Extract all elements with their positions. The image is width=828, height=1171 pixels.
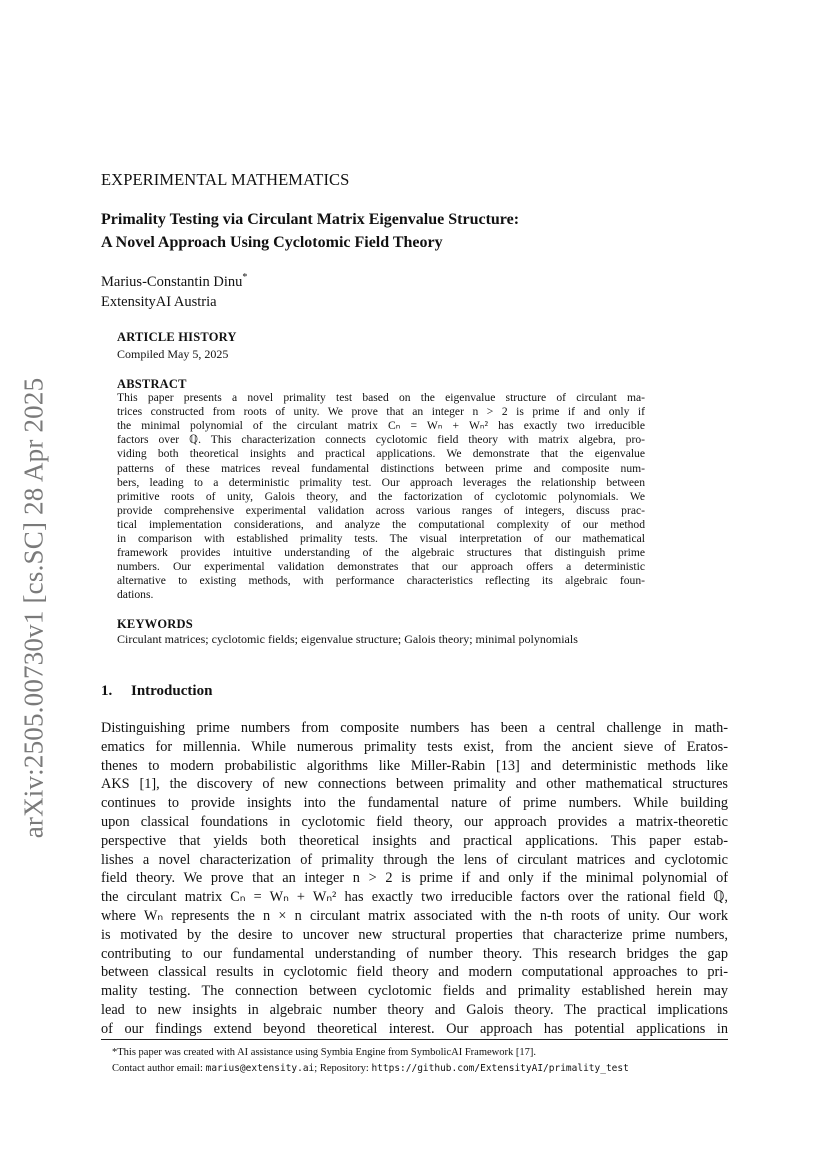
body-line: Distinguishing prime numbers from composite numbers has been a central challenge in math- [101, 720, 728, 736]
abstract-line: framework provides intuitive understanding of the algebraic structures that distinguish prime [117, 546, 645, 560]
abstract-line: alternative to existing methods, with performance characteristics reflecting its algebraic foun- [117, 574, 645, 588]
body-line: continues to provide insights into the fundamental nature of prime numbers. While building [101, 795, 728, 812]
section-title: Introduction [131, 683, 213, 699]
body-line: where Wₙ represents the n × n circulant matrix associated with the n-th roots of unity. Our work [101, 907, 728, 924]
abstract-heading: ABSTRACT [117, 377, 187, 391]
title-line-1: Primality Testing via Circulant Matrix Eigenvalue Structure: [101, 211, 520, 228]
abstract-line: tical implementation considerations, and analyze the computational complexity of our method [117, 517, 645, 531]
section-number: 1. [101, 683, 113, 699]
abstract-line: patterns of these matrices reveal fundamental distinctions between prime and composite num- [117, 461, 645, 475]
body-line: between classical results in cyclotomic field theory and modern computational approaches to pri- [101, 964, 728, 981]
abstract-line: bers, leading to a deterministic primality test. Our approach leverages the relationship between [117, 475, 645, 489]
arxiv-sidebar [6, 365, 62, 851]
body-line: mality testing. The connection between cyclotomic fields and primality established herein may [101, 983, 728, 1000]
repository-label: ; Repository: [314, 1063, 372, 1074]
body-line: thenes to modern probabilistic algorithms like Miller-Rabin [13] and deterministic methods like [101, 757, 728, 774]
footnote-divider [101, 1039, 728, 1040]
contact-label: Contact author email: [112, 1063, 206, 1074]
body-line: contributing to our fundamental understanding of number theory. This research bridges the gap [101, 945, 728, 962]
paper-title [101, 208, 741, 254]
title-line-2: A Novel Approach Using Cyclotomic Field Theory [101, 234, 443, 251]
keywords-text: Circulant matrices; cyclotomic fields; eigenvalue structure; Galois theory; minimal polynomials [117, 632, 578, 646]
body-line: field theory. We prove that an integer n > 2 is prime if and only if the minimal polynomial of [101, 870, 728, 887]
abstract-line: This paper presents a novel primality test based on the eigenvalue structure of circulant ma- [117, 391, 645, 405]
article-history-heading: ARTICLE HISTORY [117, 330, 237, 344]
abstract [117, 377, 645, 603]
journal-name: EXPERIMENTAL MATHEMATICS [101, 170, 350, 189]
contact-email-link[interactable]: marius@extensity.ai [205, 1063, 315, 1074]
body-line: lishes a novel characterization of primality through the lens of circulant matrices and cyclotomic [101, 851, 728, 868]
body-line: of our findings extend beyond theoretical interest. Our approach has potential applications in [101, 1020, 728, 1037]
abstract-line: the minimal polynomial of the circulant matrix Cₙ = Wₙ + Wₙ² has exactly two irreducible [117, 419, 645, 433]
author-block [101, 268, 247, 312]
body-line: ematics for millennia. While numerous primality tests exist, from the ancient sieve of Eratos- [101, 738, 728, 755]
footnote-contact [112, 1061, 629, 1077]
abstract-line: factors over ℚ. This characterization connects cyclotomic field theory with matrix algebra, pro- [117, 433, 645, 447]
body-line: lead to new insights in algebraic number theory and Galois theory. The practical implications [101, 1001, 728, 1018]
section-heading [101, 683, 212, 700]
repository-link[interactable]: https://github.com/ExtensityAI/primality_test [371, 1063, 629, 1074]
body-line: AKS [1], the discovery of new connections between primality and other mathematical structures [101, 776, 728, 793]
footnotes [112, 1045, 629, 1077]
compiled-date: Compiled May 5, 2025 [117, 347, 229, 361]
footnote-ai-assistance: *This paper was created with AI assistance using Symbia Engine from SymbolicAI Framework [17]. [112, 1047, 536, 1058]
body-line: perspective that yields both theoretical insights and practical applications. This paper estab- [101, 832, 728, 849]
abstract-line: trices constructed from roots of unity. We prove that an integer n > 2 is prime if and only if [117, 405, 645, 419]
introduction-body [101, 719, 728, 1039]
author-footnote-mark: * [242, 272, 248, 283]
abstract-text [117, 391, 645, 602]
arxiv-identifier: arXiv:2505.00730v1 [cs.SC] 28 Apr 2025 [18, 377, 49, 839]
body-line: is motivated by the desire to uncover new structural properties that characterize prime numbers, [101, 926, 728, 943]
abstract-line: provide comprehensive experimental validation across various ranges of integers, discuss prac- [117, 503, 645, 517]
author-name: Marius-Constantin Dinu [101, 273, 243, 290]
abstract-line: in comparison with established primality tests. The visual interpretation of our mathematical [117, 532, 645, 546]
body-line: upon classical foundations in cyclotomic field theory, our approach provides a matrix-theoretic [101, 813, 728, 830]
abstract-line: numbers. Our experimental validation demonstrates that our approach offers a deterministic [117, 560, 645, 574]
keywords [117, 617, 578, 647]
abstract-line: dations. [117, 588, 154, 602]
article-history [117, 329, 237, 363]
author-affiliation: ExtensityAI Austria [101, 293, 217, 310]
abstract-line: viding both theoretical insights and practical applications. We demonstrate that the eigenvalue [117, 447, 645, 461]
abstract-line: primitive roots of unity, Galois theory, and the factorization of cyclotomic polynomials. We [117, 489, 645, 503]
body-line: the circulant matrix Cₙ = Wₙ + Wₙ² has exactly two irreducible factors over the rational field ℚ, [101, 889, 728, 906]
keywords-heading: KEYWORDS [117, 617, 193, 631]
